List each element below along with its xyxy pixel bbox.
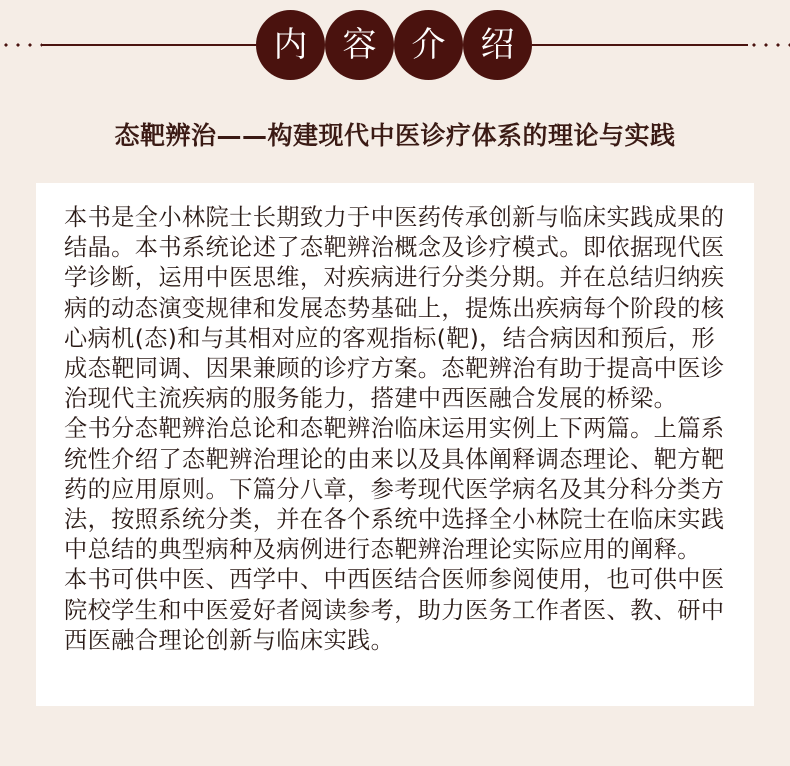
header-rule-left	[42, 44, 256, 46]
section-header	[0, 0, 790, 90]
header-dotted-rule-right	[748, 43, 790, 47]
description-paragraph: 本书可供中医、西学中、中西医结合医师参阅使用，也可供中医院校学生和中医爱好者阅读参考，助力医务工作者医、教、研中西医融合理论创新与临床实践。	[64, 566, 725, 654]
description-panel	[36, 183, 754, 706]
title-char-circle: 介	[394, 10, 463, 80]
description-paragraph: 全书分态靶辨治总论和态靶辨治临床运用实例上下两篇。上篇系统性介绍了态靶辨治理论的由来以及具体阐释调态理论、靶方靶药的应用原则。下篇分八章，参考现代医学病名及其分科分类方法，按照系统分类，并在各个系统中选择全小林院士在临床实践中总结的典型病种及病例进行态靶辨治理论实际应用的阐释。	[64, 415, 725, 564]
section-title	[256, 9, 532, 81]
title-char-circle: 内	[256, 10, 325, 80]
description-text	[64, 203, 736, 656]
header-rule-right	[532, 44, 748, 46]
title-char-circle: 容	[325, 10, 394, 80]
title-char-circle: 绍	[463, 10, 532, 80]
description-paragraph: 本书是全小林院士长期致力于中医药传承创新与临床实践成果的结晶。本书系统论述了态靶辨治概念及诊疗模式。即依据现代医学诊断，运用中医思维，对疾病进行分类分期。并在总结归纳疾病的动态演变规律和发展态势基础上，提炼出疾病每个阶段的核心病机(态)和与其相对应的客观指标(靶)，结合病因和预后，形成态靶同调、因果兼顾的诊疗方案。态靶辨治有助于提高中医诊治现代主流疾病的服务能力，搭建中西医融合发展的桥梁。	[64, 204, 725, 413]
book-subtitle: 态靶辨治——构建现代中医诊疗体系的理论与实践	[114, 121, 676, 150]
header-dotted-rule-left	[0, 43, 42, 47]
